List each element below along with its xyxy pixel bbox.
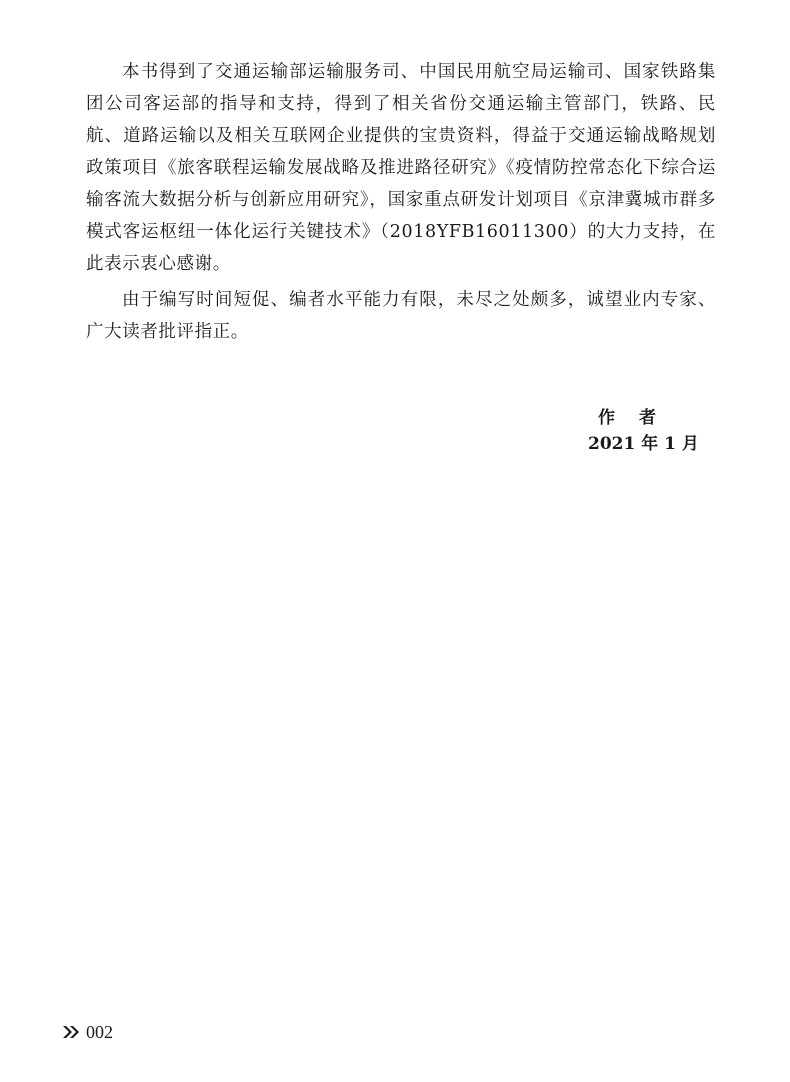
double-chevron-right-icon — [62, 1024, 80, 1040]
signature-author: 作者 — [598, 408, 680, 428]
signature-date: 2021 年 1 月 — [588, 434, 699, 454]
page-footer — [62, 1020, 113, 1044]
paragraph-acknowledgement: 本书得到了交通运输部运输服务司、中国民用航空局运输司、国家铁路集团公司客运部的指导和支持，得到了相关省份交通运输主管部门，铁路、民航、道路运输以及相关互联网企业提供的宝贵资料，得益于交通运输战略规划政策项目《旅客联程运输发展战略及推进路径研究》《疫情防控常态化下综合运输客流大数据分析与创新应用研究》，国家重点研发计划项目《京津冀城市群多模式客运枢纽一体化运行关键技术》（2018YFB16011300）的大力支持，在此表示衷心感谢。 — [86, 62, 716, 274]
paragraph-apology: 由于编写时间短促、编者水平能力有限，未尽之处颇多，诚望业内专家、广大读者批评指正。 — [86, 290, 716, 342]
body-text — [86, 56, 716, 352]
page-number: 002 — [86, 1021, 113, 1042]
